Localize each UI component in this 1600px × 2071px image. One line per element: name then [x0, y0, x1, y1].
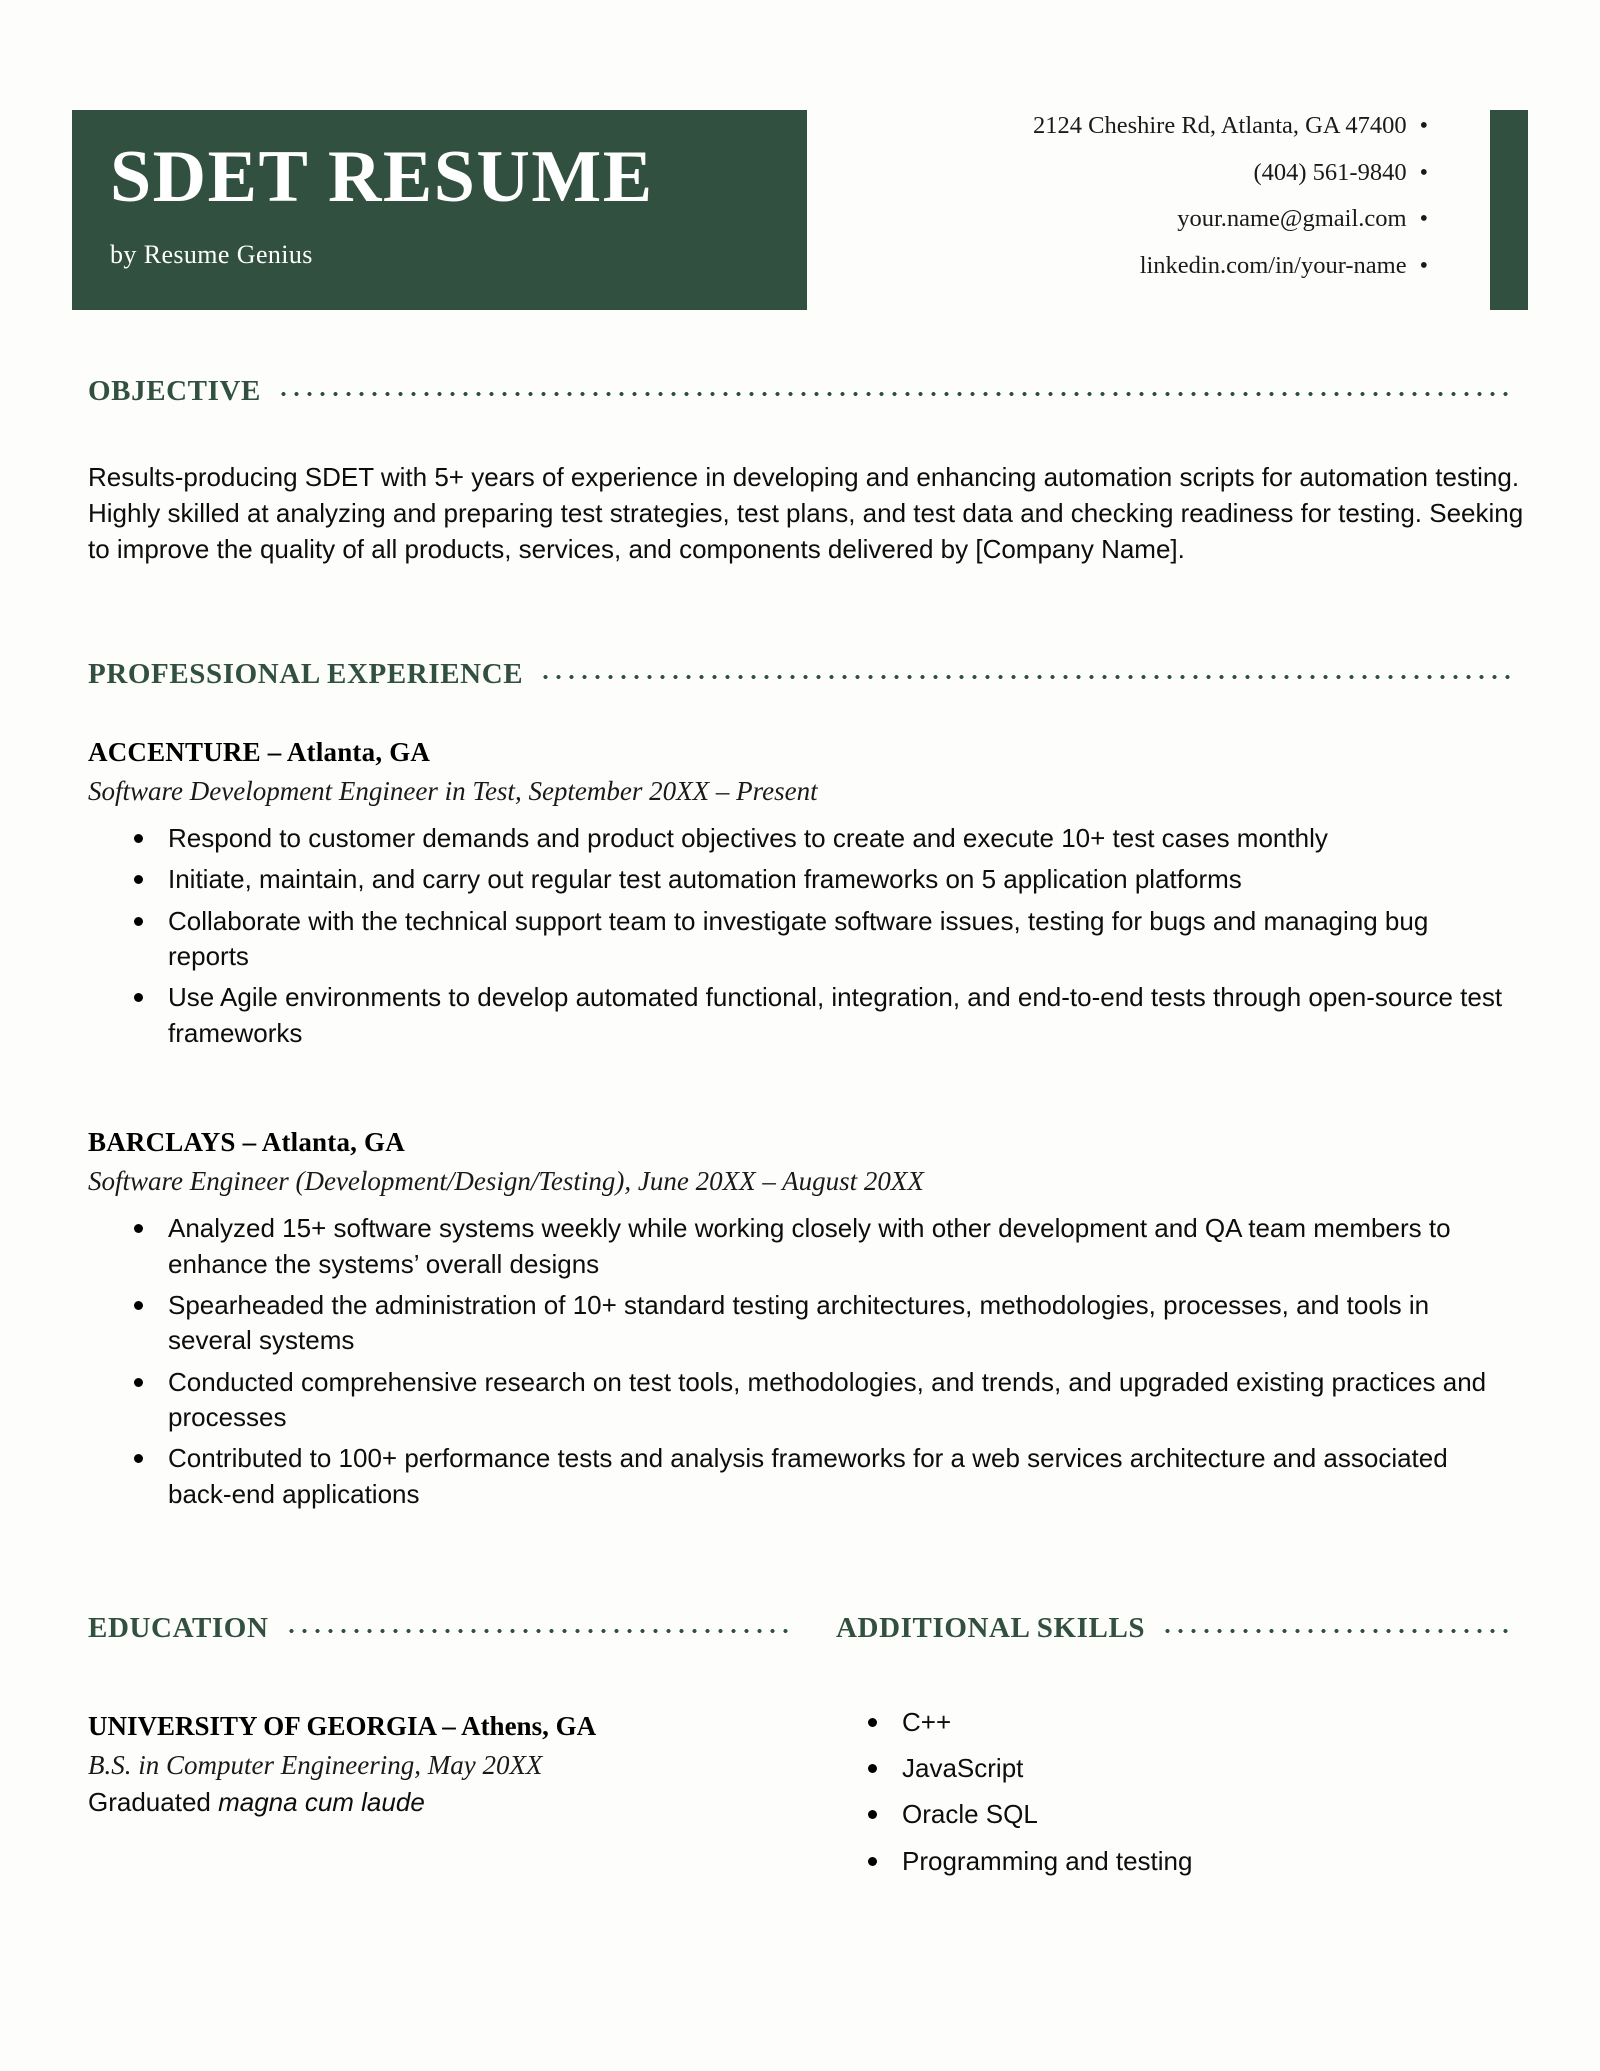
bullet-separator-icon: •	[1419, 159, 1428, 186]
contact-email-text: your.name@gmail.com	[1177, 205, 1407, 232]
job-title: Software Development Engineer in Test, September 20XX – Present	[88, 776, 818, 806]
education-section	[88, 1612, 788, 1892]
job-title: Software Engineer (Development/Design/Testing), June 20XX – August 20XX	[88, 1166, 924, 1197]
contact-address-text: 2124 Cheshire Rd, Atlanta, GA 47400	[1032, 112, 1407, 139]
experience-entry	[88, 1127, 1512, 1512]
education-honors-prefix: Graduated	[88, 1787, 219, 1817]
skills-section-header	[836, 1612, 1512, 1645]
education-honors	[88, 1787, 788, 1818]
list-item: Initiate, maintain, and carry out regular test automation frameworks on 5 application platforms	[88, 862, 1512, 897]
title-block	[72, 110, 807, 310]
job-bullet-list	[88, 1211, 1512, 1512]
job-company: ACCENTURE – Atlanta, GA	[88, 737, 431, 767]
contact-email[interactable]	[1033, 207, 1428, 232]
list-item: Spearheaded the administration of 10+ standard testing architectures, methodologies, processes, and tools in several systems	[88, 1288, 1512, 1359]
contact-linkedin-text: linkedin.com/in/your-name	[1139, 251, 1407, 279]
list-item: Collaborate with the technical support team to investigate software issues, testing for bugs and managing bug reports	[88, 904, 1512, 975]
objective-text: Results-producing SDET with 5+ years of experience in developing and enhancing automation scripts for automation testing. Highly skilled at analyzing and preparing test strategies, test plans, and test data and checking readiness for testing. Seeking to improve the quality of all products, services, and components delivered by [Company Name].	[88, 462, 1524, 564]
experience-section-header	[88, 658, 1512, 691]
list-item: Analyzed 15+ software systems weekly while working closely with other development and QA team members to enhance the systems’ overall designs	[88, 1211, 1512, 1282]
bottom-section	[88, 1612, 1512, 1892]
contact-phone-text: (404) 561-9840	[1253, 158, 1407, 186]
education-heading: EDUCATION	[88, 1612, 269, 1644]
objective-section	[88, 375, 1524, 568]
job-company: BARCLAYS – Atlanta, GA	[88, 1127, 405, 1158]
job-bullet-list	[88, 821, 1512, 1051]
list-item: Conducted comprehensive research on test tools, methodologies, and trends, and upgraded existing practices and processes	[88, 1365, 1512, 1436]
list-item: Oracle SQL	[836, 1799, 1512, 1830]
dotted-leader	[539, 674, 1512, 680]
bullet-separator-icon: •	[1419, 113, 1428, 139]
skills-heading: ADDITIONAL SKILLS	[836, 1612, 1146, 1644]
list-item: C++	[836, 1707, 1512, 1738]
education-honors-emphasis: magna cum laude	[218, 1787, 425, 1817]
bullet-separator-icon: •	[1419, 252, 1428, 279]
objective-heading: OBJECTIVE	[88, 375, 261, 407]
experience-entry	[88, 737, 1512, 1051]
contact-address	[1033, 114, 1428, 139]
dotted-leader	[285, 1628, 789, 1634]
list-item: Contributed to 100+ performance tests and analysis frameworks for a web services architecture and associated back-end applications	[88, 1441, 1512, 1512]
education-section-header	[88, 1612, 788, 1645]
list-item: JavaScript	[836, 1753, 1512, 1784]
list-item: Use Agile environments to develop automated functional, integration, and end-to-end tests through open-source test frameworks	[88, 980, 1512, 1051]
header-accent-bar	[1490, 110, 1528, 310]
skills-list	[836, 1707, 1512, 1877]
skills-section	[836, 1612, 1512, 1892]
list-item: Respond to customer demands and product objectives to create and execute 10+ test cases monthly	[88, 821, 1512, 856]
education-school: UNIVERSITY OF GEORGIA – Athens, GA	[88, 1711, 597, 1741]
contact-phone	[1033, 158, 1428, 186]
contact-block	[1033, 114, 1428, 300]
dotted-leader	[277, 391, 1512, 397]
page-title: SDET RESUME	[110, 136, 654, 218]
experience-section	[88, 658, 1512, 1518]
resume-subtitle: by Resume Genius	[110, 240, 313, 269]
objective-section-header	[88, 375, 1512, 408]
contact-linkedin[interactable]	[1033, 251, 1428, 279]
list-item: Programming and testing	[836, 1846, 1512, 1877]
bullet-separator-icon: •	[1419, 206, 1428, 232]
experience-heading: PROFESSIONAL EXPERIENCE	[88, 658, 524, 690]
dotted-leader	[1161, 1628, 1512, 1634]
resume-header	[0, 110, 1600, 310]
education-degree: B.S. in Computer Engineering, May 20XX	[88, 1750, 543, 1780]
